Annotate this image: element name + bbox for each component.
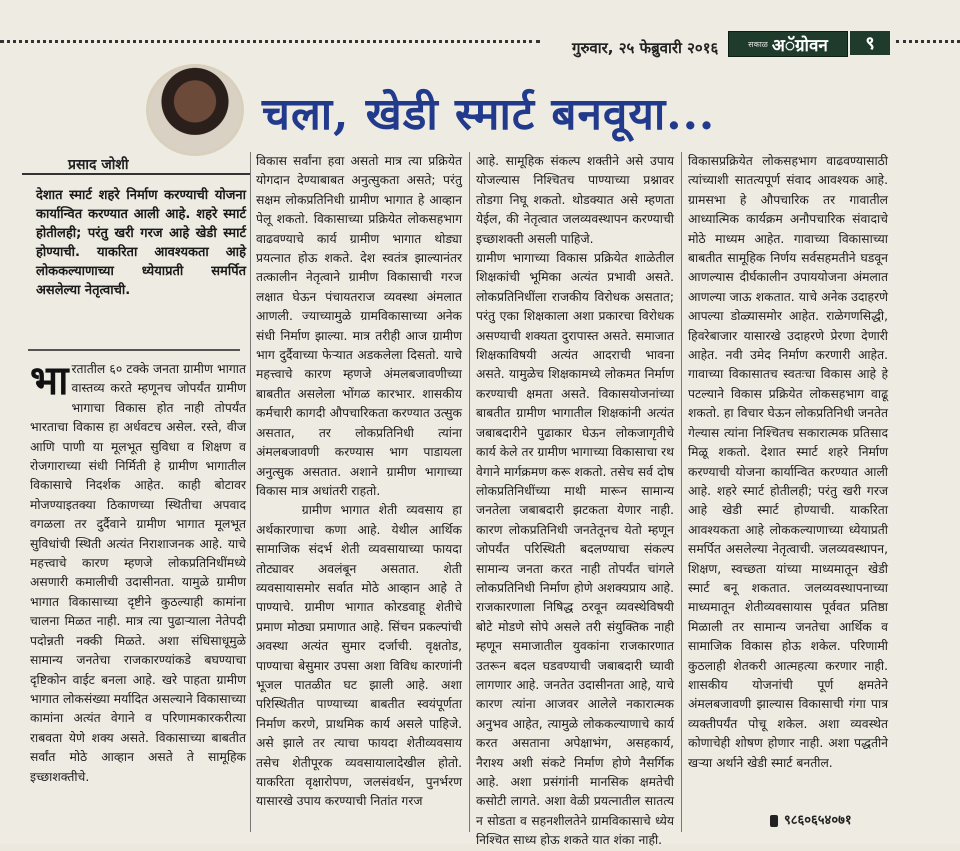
article-headline: चला, खेडी स्मार्ट बनवूया... bbox=[262, 89, 716, 140]
article-column-4: विकासप्रक्रियेत लोकसहभाग वाढवण्यासाठी त्यांच्याशी सातत्यपूर्ण संवाद आवश्यक आहे. ग्रामसभा हे औपचारिक तर गावातील आध्यात्मिक कार्यक्रम अनौपचारिक संवादाचे मोठे माध्यम आहेत. गावाच्या विकासाच्या बाबतीत सामूहिक निर्णय सर्वसहमतीने घडवून आणल्यास दीर्घकालीन उपाययोजना अंमलात आणल्या जाऊ शकतात. याचे अनेक उदाहरणे आपल्या डोळ्यासमोर आहेत. राळेगणसिद्धी, हिवरेबाजार यासारखे उदाहरणे प्रेरणा देणारी आहेत. नवी उमेद निर्माण करणारी आहेत. गावाच्या विकासातच स्वतःचा विकास आहे हे पटल्याने विकास प्रक्रियेत लोकसहभाग वाढू शकतो. हा विचार घेऊन लोकप्रतिनिधी जनतेत गेल्यास त्यांना निश्चितच सकारात्मक प्रतिसाद मिळू शकतो. देशात स्मार्ट शहरे निर्माण करण्याची योजना कार्यान्वित करण्यात आली आहे. शहरे स्मार्ट होतीलही; परंतु खरी गरज आहे खेडी स्मार्ट होण्याची. याकरिता आवश्यकता आहे लोककल्याणाच्या ध्येयाप्रती समर्पित असलेल्या नेतृत्वाची. जलव्यवस्थापन, शिक्षण, स्वच्छता यांच्या माध्यमातून खेडी स्मार्ट बनू शकतात. जलव्यवस्थापनाच्या माध्यमातून शेतीव्यवसायास पूर्ववत प्रतिष्ठा मिळाली तर सामान्य जनतेचा आर्थिक व सामाजिक विकास होऊ शकेल. परिणामी कुठलाही शेतकरी आत्महत्या करणार नाही. शासकीय योजनांची पूर्ण क्षमतेने अंमलबजावणी झाल्यास विकासाची गंगा पात्र व्यक्तीपर्यंत पोचू शकेल. अशा व्यवस्थेत कोणाचेही शोषण होणार नाही. अशा पद्धतीने खऱ्या अर्थाने खेडी स्मार्ट बनतील. bbox=[688, 154, 892, 770]
column-divider bbox=[681, 152, 682, 832]
article-column-2: विकास सर्वांना हवा असतो मात्र त्या प्रक्रियेत योगदान देण्याबाबत अनुत्सुकता असते; परंतु सक्षम लोकप्रतिनिधी ग्रामीण भागात हे आव्हान पेलू शकतो. विकासाच्या प्रक्रियेत लोकसहभाग वाढवण्याचे कार्य ग्रामीण भागात थोड्या प्रयत्नात होऊ शकते. देश स्वतंत्र झाल्यानंतर तत्कालीन नेतृत्वाने ग्रामीण विकासाची गरज लक्षात घेऊन पंचायतराज व्यवस्था अंमलात आणली. ज्याच्यामुळे ग्रामविकासाच्या अनेक संधी निर्माण झाल्या. मात्र तरीही आज ग्रामीण भाग दुर्दैवाच्या फेऱ्यात अडकलेला दिसतो. याचे महत्त्वाचे कारण म्हणजे अंमलबजावणीच्या बाबतीत असलेला भोंगळ कारभार. शासकीय कर्मचारी कागदी औपचारिकता करण्यात उत्सुक असतात, तर लोकप्रतिनिधी त्यांना अंमलबजावणी करण्यास भाग पाडायला अनुत्सुक असतात. अशाने ग्रामीण भागाच्या विकास मात्र अधांतरी राहतो. ग्रामीण भागात शेती व्यवसाय हा अर्थकारणाचा कणा आहे. येथील आर्थिक सामाजिक संदर्भ शेती व्यवसायाच्या फायदा तोट्यावर अवलंबून असतात. शेती व्यवसायासमोर सर्वात मोठे आव्हान आहे ते पाण्याचे. ग्रामीण भागात कोरडवाहू शेतीचे प्रमाण मोठ्या प्रमाणात आहे. सिंचन प्रकल्पांची अवस्था अत्यंत सुमार दर्जाची. वृक्षतोड, पाण्याचा बेसुमार उपसा अशा विविध कारणांनी भूजल पातळीत घट झाली आहे. अशा परिस्थितीत पाण्याच्या बाबतीत स्वयंपूर्णता निर्माण करणे, प्राथमिक कार्य असले पाहिजे. असे झाले तर त्याचा फायदा शेतीव्यवसाय तसेच शेतीपूरक व्यवसायालादेखील होतो. याकरिता वृक्षारोपण, जलसंवर्धन, पुनर्भरण यासारखे उपाय करण्याची नितांत गरज bbox=[256, 154, 462, 809]
article-column-1 bbox=[30, 358, 250, 787]
header-dotted-rule-right bbox=[896, 40, 960, 43]
author-name: प्रसाद जोशी bbox=[68, 157, 129, 173]
brand-small-label: सकाळ bbox=[748, 39, 768, 49]
author-photo bbox=[146, 64, 244, 156]
newspaper-brand bbox=[728, 31, 848, 57]
author-bar bbox=[22, 153, 250, 175]
column-1-text: रतातील ६० टक्के जनता ग्रामीण भागात वास्तव्य करते म्हणूनच जोपर्यंत ग्रामीण भागाचा विकास होत नाही तोपर्यंत भारताचा विकास हा अर्धवटच असेल. रस्ते, वीज आणि पाणी या मूलभूत सुविधा व शिक्षण व रोजगाराच्या संधी निर्मिती हे ग्रामीण भागातील विकासाचे निदर्शक आहेत. काही बोटावर मोजण्याइतक्या ठिकाणच्या स्थितीचा अपवाद वगळला तर दुर्दैवाने ग्रामीण भागात मूलभूत सुविधांची स्थिती अत्यंत निराशाजनक आहे. याचे महत्त्वाचे कारण म्हणजे लोकप्रतिनिधींमध्ये असणारी कमालीची उदासीनता. यामुळे ग्रामीण भागात विकासाच्या दृष्टीने कुठल्याही कामांना चालना मिळत नाही. मात्र त्या पुढाऱ्याला नेतेपदी पदोन्नती नक्की मिळते. अशा संधिसाधूमुळे सामान्य जनतेचा राजकारण्यांकडे बघण्याचा दृष्टिकोन वाईट बनला आहे. खरे पाहता ग्रामीण भागात लोकसंख्या मर्यादित असल्याने विकासाच्या कामांना अत्यंत वेगाने व परिणामकारकरीत्या राबवता येणे शक्य असते. विकासाच्या बाबतीत सर्वांत मोठे आव्हान असते ते सामूहिक इच्छाशक्तीचे. bbox=[30, 362, 250, 784]
phone-number: ९८६०६५४०७१ bbox=[784, 813, 852, 828]
phone-icon bbox=[770, 815, 778, 827]
column-divider bbox=[469, 152, 470, 832]
issue-date: गुरुवार, २५ फेब्रुवारी २०१६ bbox=[572, 39, 719, 57]
column-divider bbox=[250, 152, 251, 832]
page-number: ९ bbox=[850, 31, 890, 55]
article-column-3: आहे. सामूहिक संकल्प शक्तीने असे उपाय योजल्यास निश्चितच पाण्याच्या प्रश्नावर तोडगा निघू शकतो. थोडक्यात असे म्हणता येईल, की नेतृत्वात जलव्यवस्थापन करण्याची इच्छाशक्ती असली पाहिजे. ग्रामीण भागाच्या विकास प्रक्रियेत शाळेतील शिक्षकांची भूमिका अत्यंत प्रभावी असते. लोकप्रतिनिधींला राजकीय विरोधक असतात; परंतु एका शिक्षकाला अशा प्रकारचा विरोधक असण्याची शक्यता दुरापास्त असते. समाजात शिक्षकाविषयी अत्यंत आदराची भावना असते. यामुळेच शिक्षकामध्ये लोकमत निर्माण करण्याची क्षमता असते. विकासयोजनांच्या बाबतीत ग्रामीण भागातील शिक्षकांनी अत्यंत जबाबदारीने पुढाकार घेऊन लोकजागृतीचे कार्य केले तर ग्रामीण भागाच्या विकासाचा रथ वेगाने मार्गक्रमण करू शकतो. तसेच सर्व दोष लोकप्रतिनिधींच्या माथी मारून सामान्य जनतेला जबाबदारी झटकता येणार नाही. कारण लोकप्रतिनिधी जनतेतूनच येतो म्हणून जोपर्यंत परिस्थिती बदलण्याचा संकल्प सामान्य जनता करत नाही तोपर्यंत चांगले लोकप्रतिनिधी निर्माण होणे अशक्यप्राय आहे. राजकारणाला निषिद्ध ठरवून व्यवस्थेविषयी बोटे मोडणे सोपे असले तरी संयुक्तिक नाही म्हणून समाजातील युवकांना राजकारणात उतरून बदल घडवण्याची जबाबदारी घ्यावी लागणार आहे. जनतेत उदासीनता आहे, याचे कारण त्यांना आजवर आलेले नकारात्मक अनुभव आहेत, त्यामुळे लोककल्याणाचे कार्य करत असताना अपेक्षाभंग, असहकार्य, नैराश्य अशी संकटे निर्माण होणे नैसर्गिक आहे. अशा प्रसंगांनी मानसिक क्षमतेची कसोटी लागते. अशा वेळी प्रयत्नातील सातत्य न सोडता व सहनशीलतेने ग्रामविकासाचे ध्येय निश्चित साध्य होऊ शकते यात शंका नाही. bbox=[476, 154, 674, 848]
intro-divider bbox=[28, 349, 240, 351]
author-contact bbox=[770, 810, 852, 828]
brand-name: अॅग्रोवन bbox=[771, 35, 828, 56]
article-intro: देशात स्मार्ट शहरे निर्माण करण्याची योजना कार्यान्वित करण्यात आली आहे. शहरे स्मार्ट होतीलही; परंतु खरी गरज आहे खेडी स्मार्ट होण्याची. याकरिता आवश्यकता आहे लोककल्याणाच्या ध्येयाप्रती समर्पित असलेल्या नेतृत्वाची. bbox=[36, 188, 246, 298]
header-dotted-rule bbox=[0, 40, 540, 43]
drop-cap: भा bbox=[30, 358, 69, 404]
